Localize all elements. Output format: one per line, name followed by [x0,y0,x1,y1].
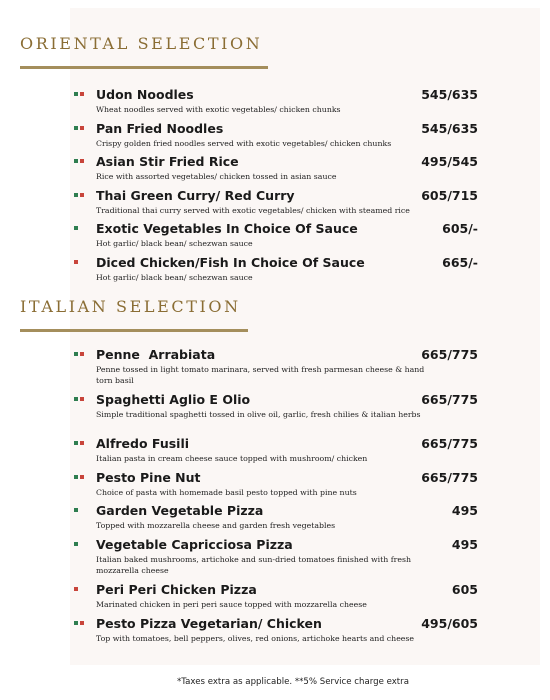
item-name: Pesto Pine Nut [96,470,201,485]
menu-item [74,347,480,386]
item-name: Asian Stir Fried Rice [96,154,239,169]
menu-item [74,121,480,149]
item-price: 665/775 [421,470,478,485]
veg-mark-icon [74,126,78,130]
item-description: Italian pasta in cream cheese sauce topped with mushroom/ chicken [96,454,368,463]
veg-mark-icon [74,441,78,445]
item-description: Italian baked mushrooms, artichoke and sun-dried tomatoes finished with fresh mozzarella cheese [96,555,412,575]
item-name: Exotic Vegetables In Choice Of Sauce [96,221,358,236]
item-price: 665/775 [421,392,478,407]
diet-marks [74,159,86,164]
menu-item [74,221,480,249]
item-price: 605/715 [421,188,478,203]
nonveg-mark-icon [80,352,84,356]
item-price: 665/775 [421,347,478,362]
item-name: Garden Vegetable Pizza [96,503,264,518]
veg-mark-icon [74,352,78,356]
section-title-oriental: ORIENTAL SELECTION [20,34,263,53]
menu-item [74,537,480,576]
item-description: Rice with assorted vegetables/ chicken tossed in asian sauce [96,172,337,181]
diet-marks [74,260,80,265]
item-description: Hot garlic/ black bean/ schezwan sauce [96,239,253,248]
item-name: Spaghetti Aglio E Olio [96,392,251,407]
diet-marks [74,92,86,97]
item-name: Pan Fried Noodles [96,121,224,136]
item-price: 605/- [442,221,478,236]
item-price: 665/775 [421,436,478,451]
diet-marks [74,126,86,131]
nonveg-mark-icon [80,159,84,163]
item-name: Diced Chicken/Fish In Choice Of Sauce [96,255,365,270]
diet-marks [74,397,86,402]
veg-mark-icon [74,226,78,230]
menu-item [74,436,480,464]
item-price: 665/- [442,255,478,270]
diet-marks [74,621,86,626]
item-price: 545/635 [421,87,478,102]
menu-item [74,154,480,182]
item-name: Alfredo Fusili [96,436,190,451]
diet-marks [74,587,80,592]
nonveg-mark-icon [80,621,84,625]
veg-mark-icon [74,508,78,512]
nonveg-mark-icon [80,475,84,479]
menu-item [74,255,480,283]
item-price: 605 [451,582,478,597]
tax-footnote: *Taxes extra as applicable. **5% Service charge extra [177,677,409,687]
veg-mark-icon [74,397,78,401]
menu-item [74,87,480,115]
veg-mark-icon [74,159,78,163]
item-description: Penne tossed in light tomato marinara, served with fresh parmesan cheese & hand torn basil [96,365,425,385]
menu-item [74,616,480,644]
item-description: Crispy golden fried noodles served with exotic vegetables/ chicken chunks [96,139,392,148]
nonveg-mark-icon [80,441,84,445]
item-description: Top with tomatoes, bell peppers, olives, red onions, artichoke hearts and cheese [96,634,415,643]
nonveg-mark-icon [74,260,78,264]
veg-mark-icon [74,475,78,479]
item-name: Pesto Pizza Vegetarian/ Chicken [96,616,322,631]
item-name: Udon Noodles [96,87,194,102]
item-description: Hot garlic/ black bean/ schezwan sauce [96,273,253,282]
section-divider [20,329,248,332]
item-description: Choice of pasta with homemade basil pesto topped with pine nuts [96,488,357,497]
veg-mark-icon [74,621,78,625]
item-price: 495 [451,503,478,518]
item-price: 545/635 [421,121,478,136]
menu-item [74,470,480,498]
item-price: 495 [451,537,478,552]
section-divider [20,66,268,69]
nonveg-mark-icon [80,397,84,401]
diet-marks [74,475,86,480]
diet-marks [74,352,86,357]
item-description: Simple traditional spaghetti tossed in olive oil, garlic, fresh chilies & italian herbs [96,410,421,419]
nonveg-mark-icon [80,92,84,96]
veg-mark-icon [74,193,78,197]
item-name: Thai Green Curry/ Red Curry [96,188,295,203]
item-price: 495/605 [421,616,478,631]
menu-item [74,392,480,420]
menu-item [74,582,480,610]
veg-mark-icon [74,92,78,96]
diet-marks [74,441,86,446]
item-description: Wheat noodles served with exotic vegetables/ chicken chunks [96,105,341,114]
nonveg-mark-icon [74,587,78,591]
item-description: Marinated chicken in peri peri sauce topped with mozzarella cheese [96,600,367,609]
nonveg-mark-icon [80,193,84,197]
diet-marks [74,226,80,231]
item-name: Penne Arrabiata [96,347,216,362]
diet-marks [74,542,80,547]
item-description: Topped with mozzarella cheese and garden fresh vegetables [96,521,336,530]
menu-item [74,188,480,216]
menu-item [74,503,480,531]
section-title-italian: ITALIAN SELECTION [20,297,241,316]
diet-marks [74,193,86,198]
diet-marks [74,508,80,513]
item-name: Vegetable Capricciosa Pizza [96,537,293,552]
item-price: 495/545 [421,154,478,169]
nonveg-mark-icon [80,126,84,130]
item-description: Traditional thai curry served with exotic vegetables/ chicken with steamed rice [96,206,410,215]
item-name: Peri Peri Chicken Pizza [96,582,257,597]
veg-mark-icon [74,542,78,546]
